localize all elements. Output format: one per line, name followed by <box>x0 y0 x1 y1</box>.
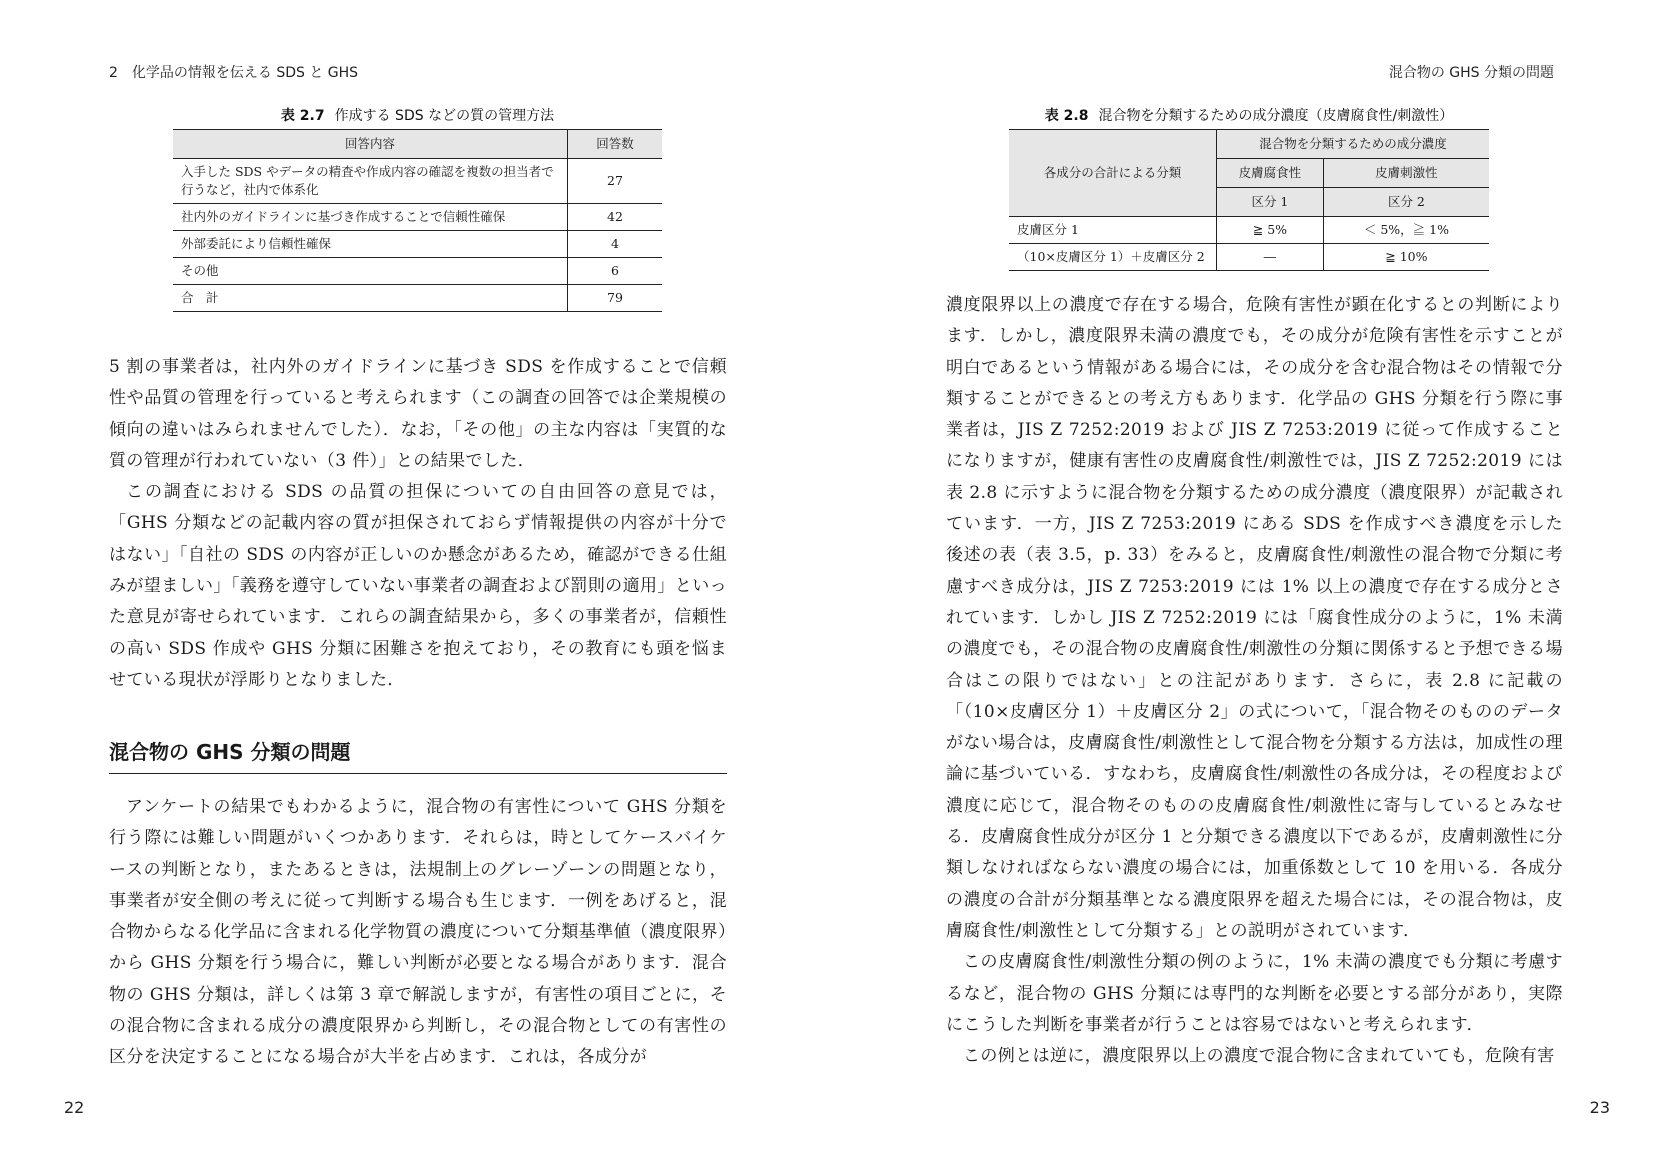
left-body-upper <box>109 352 727 696</box>
table-row <box>1009 217 1489 244</box>
table-row <box>173 258 662 285</box>
header-category-1: 区分 1 <box>1217 188 1324 217</box>
row-content: 外部委託により信頼性確保 <box>173 231 568 258</box>
right-running-head: 混合物の GHS 分類の問題 <box>1388 65 1554 81</box>
table-row <box>173 159 662 204</box>
row-count: 27 <box>568 159 663 204</box>
row-corrosion: ≧ 5% <box>1217 217 1324 244</box>
paragraph: この調査における SDS の品質の担保についての自由回答の意見では，「GHS 分類などの記載内容の質が担保されておらず情報提供の内容が十分ではない」「自社の SDS の内容が正しいのか懸念があるため，確認ができる仕組みが望ましい」「義務を遵守していない事業者の調査および罰則の適用」といった意見が寄せられています．これらの調査結果から，多くの事業者が，信頼性の高い SDS 作成や GHS 分類に困難さを抱えており，その教育にも頭を悩ませている現状が浮彫りとなりました． <box>109 482 727 690</box>
right-body <box>946 290 1563 1072</box>
header-concentration-group: 混合物を分類するための成分濃度 <box>1217 130 1490 159</box>
row-count: 42 <box>568 204 663 231</box>
left-running-head: 2 化学品の情報を伝える SDS と GHS <box>109 65 359 81</box>
table-row <box>173 231 662 258</box>
row-count: 6 <box>568 258 663 285</box>
table-2-8-title: 混合物を分類するための成分濃度（皮膚腐食性/刺激性） <box>1098 108 1454 124</box>
table-row-total <box>173 285 662 312</box>
table-header-row <box>173 130 662 159</box>
row-content: 社内外のガイドラインに基づき作成することで信頼性確保 <box>173 204 568 231</box>
header-classification: 各成分の合計による分類 <box>1009 130 1217 217</box>
row-content: 合 計 <box>173 285 568 312</box>
paragraph: 濃度限界以上の濃度で存在する場合，危険有害性が顕在化するとの判断によります．しかし，濃度限界未満の濃度でも，その成分が危険有害性を示すことが明白であるという情報がある場合には，その成分を含む混合物はその情報で分類することができるとの考え方もあります．化学品の GHS 分類を行う際に事業者は，JIS Z 7252:2019 および JIS Z 7253:2019 に従って作成することになりますが，健康有害性の皮膚腐食性/刺激性では，JIS Z 7252:2019 には表 2.8 に示すように混合物を分類するための成分濃度（濃度限界）が記載されています．一方，JIS Z 7253:2019 にある SDS を作成すべき濃度を示した後述の表（表 3.5，p. 33）をみると，皮膚腐食性/刺激性の混合物で分類に考慮すべき成分は，JIS Z 7253:2019 には 1% 以上の濃度で存在する成分とされています．しかし JIS Z 7252:2019 には「腐食性成分のように，1% 未満の濃度でも，その混合物の皮膚腐食性/刺激性の分類に関係すると予想できる場合はこの限りではない」との注記があります．さらに，表 2.8 に記載の「（10×皮膚区分 1）＋皮膚区分 2」の式について，「混合物そのもののデータがない場合は，皮膚腐食性/刺激性として混合物を分類する方法は，加成性の理論に基づいている．すなわち，皮膚腐食性/刺激性の各成分は，その程度および濃度に応じて，混合物そのものの皮膚腐食性/刺激性に寄与しているとみなせる．皮膚腐食性成分が区分 1 と分類できる濃度以下であるが，皮膚刺激性に分類しなければならない濃度の場合には，加重係数として 10 を用いる．各成分の濃度の合計が分類基準となる濃度限界を超えた場合には，その混合物は，皮膚腐食性/刺激性として分類する」との説明がされています． <box>946 295 1563 941</box>
row-count: 4 <box>568 231 663 258</box>
table-row <box>1009 244 1489 271</box>
paragraph: この例とは逆に，濃度限界以上の濃度で混合物に含まれていても，危険有害 <box>963 1046 1555 1067</box>
row-label: （10×皮膚区分 1）＋皮膚区分 2 <box>1009 244 1217 271</box>
row-irritation: ≧ 10% <box>1323 244 1489 271</box>
paragraph: 5 割の事業者は，社内外のガイドラインに基づき SDS を作成することで信頼性や品質の管理を行っていると考えられます（この調査の回答では企業規模の傾向の違いはみられませんでした）．なお，「その他」の主な内容は「実質的な質の管理が行われていない（3 件）」との結果でした． <box>109 357 727 471</box>
table-row <box>173 204 662 231</box>
row-corrosion: ― <box>1217 244 1324 271</box>
table-2-8 <box>1009 129 1489 271</box>
paragraph: アンケートの結果でもわかるように，混合物の有害性について GHS 分類を行う際には難しい問題がいくつかあります．それらは，時としてケースバイケースの判断となり，またあるときは，法規制上のグレーゾーンの問題となり，事業者が安全側の考えに従って判断する場合も生じます．一例をあげると，混合物からなる化学品に含まれる化学物質の濃度について分類基準値（濃度限界）から GHS 分類を行う場合に，難しい判断が必要となる場合があります．混合物の GHS 分類は，詳しくは第 3 章で解説しますが，有害性の項目ごとに，その混合物に含まれる成分の濃度限界から判断し，その混合物としての有害性の区分を決定することになる場合が大半を占めます．これは，各成分が <box>109 797 727 1068</box>
table-2-8-caption <box>1009 105 1489 125</box>
row-content: その他 <box>173 258 568 285</box>
row-count: 79 <box>568 285 663 312</box>
paragraph: この皮膚腐食性/刺激性分類の例のように，1% 未満の濃度でも分類に考慮するなど，混合物の GHS 分類には専門的な判断を必要とする部分があり，実際にこうした判断を事業者が行うことは容易ではないと考えられます． <box>946 952 1563 1035</box>
left-body-lower <box>109 792 727 1074</box>
section-title: 混合物の GHS 分類の問題 <box>109 736 727 774</box>
header-category-2: 区分 2 <box>1323 188 1489 217</box>
table-2-7-label: 表 2.7 <box>280 108 325 124</box>
table-2-8-label: 表 2.8 <box>1044 108 1089 124</box>
table-2-7 <box>173 129 662 312</box>
header-count: 回答数 <box>568 130 663 159</box>
table-2-7-caption <box>173 105 662 125</box>
table-header-row <box>1009 130 1489 159</box>
right-page <box>837 0 1674 1162</box>
header-irritation: 皮膚刺激性 <box>1323 159 1489 188</box>
right-page-number: 23 <box>1589 1098 1610 1117</box>
row-label: 皮膚区分 1 <box>1009 217 1217 244</box>
table-2-7-title: 作成する SDS などの質の管理方法 <box>334 108 555 124</box>
header-content: 回答内容 <box>173 130 568 159</box>
row-content: 入手した SDS やデータの精査や作成内容の確認を複数の担当者で行うなど，社内で体系化 <box>173 159 568 204</box>
row-irritation: ＜ 5%，≧ 1% <box>1323 217 1489 244</box>
header-corrosion: 皮膚腐食性 <box>1217 159 1324 188</box>
left-page-number: 22 <box>64 1098 85 1117</box>
